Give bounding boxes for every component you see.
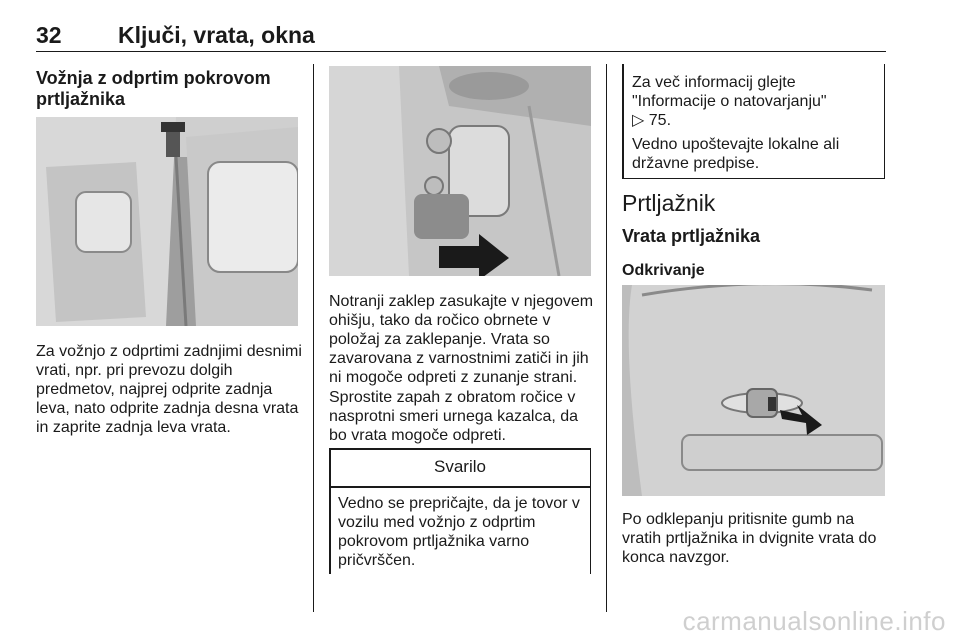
col3-text-line: konca navzgor. xyxy=(622,549,730,566)
warning-text-line: pričvrščen. xyxy=(338,552,416,569)
section-heading-line-1: Vožnja z odprtim pokrovom xyxy=(36,68,271,88)
section-title: Prtljažnik xyxy=(622,190,716,216)
van-rear-doors-open-interior-icon xyxy=(36,117,298,326)
col3-paragraph xyxy=(622,510,892,567)
warning-text xyxy=(338,494,588,570)
column-divider-2 xyxy=(606,64,607,612)
warning-text-line: Vedno se prepričajte, da je tovor v xyxy=(338,495,580,512)
warning-title: Svarilo xyxy=(434,457,486,476)
page-number: 32 xyxy=(36,22,62,48)
watermark: carmanualsonline.info xyxy=(682,606,946,636)
col2-paragraph-2 xyxy=(329,388,599,445)
col2-text-line: nasprotni smeri urnega kazalca, da xyxy=(329,408,579,425)
col3-text-line: Po odklepanju pritisnite gumb na xyxy=(622,511,855,528)
col2-text-line: ni mogoče odpreti z zunanje strani. xyxy=(329,369,578,386)
page-reference-arrow-icon: ▷ xyxy=(632,112,645,129)
info-box xyxy=(622,64,885,179)
subsubsection-title: Odkrivanje xyxy=(622,262,705,279)
inner-latch-figure xyxy=(329,66,591,276)
warning-text-line: pokrovom prtljažnika varno xyxy=(338,533,530,550)
tailgate-handle-icon xyxy=(622,285,885,496)
column-divider-1 xyxy=(313,64,314,612)
info-line: Za več informacij glejte xyxy=(632,74,796,91)
inner-latch-lever-icon xyxy=(329,66,591,276)
col2-text-line: ohišju, tako da ročico obrnete v xyxy=(329,312,551,329)
subsection-title: Vrata prtljažnika xyxy=(622,226,761,246)
header-rule xyxy=(36,51,886,52)
col2-text-line: Sprostite zapah z obratom ročice v xyxy=(329,389,576,406)
col2-text-line: položaj za zaklepanje. Vrata so xyxy=(329,331,550,348)
tailgate-figure xyxy=(622,285,885,496)
col1-paragraph xyxy=(36,342,304,437)
col1-text-line: in zaprite zadnja leva vrata. xyxy=(36,419,231,436)
col1-text-line: vrati, npr. pri prevozu dolgih xyxy=(36,362,233,379)
info-reference[interactable] xyxy=(632,111,880,130)
warning-box xyxy=(329,448,591,574)
van-rear-doors-figure xyxy=(36,117,298,326)
col2-text-line: Notranji zaklep zasukajte v njegovem xyxy=(329,293,594,310)
info-line: "Informacije o natovarjanju" xyxy=(632,93,827,110)
info-line: Vedno upoštevajte lokalne ali xyxy=(632,136,840,153)
col2-paragraph-1 xyxy=(329,292,599,387)
section-heading xyxy=(36,68,271,110)
section-heading-line-2: prtljažnika xyxy=(36,89,126,109)
chapter-title: Ključi, vrata, okna xyxy=(118,22,315,48)
col3-text-line: vratih prtljažnika in dvignite vrata do xyxy=(622,530,877,547)
col1-text-line: Za vožnjo z odprtimi zadnjimi desnimi xyxy=(36,343,302,360)
info-box-text xyxy=(632,73,880,173)
col1-text-line: predmetov, najprej odprite zadnja xyxy=(36,381,273,398)
col2-text-line: zavarovana z varnostnimi zatiči in jih xyxy=(329,350,589,367)
info-reference-page: 75. xyxy=(648,112,672,129)
col1-text-line: leva, nato odprite zadnja desna vrata xyxy=(36,400,299,417)
col2-text-line: bo vrata mogoče odpreti. xyxy=(329,427,506,444)
info-line: državne predpise. xyxy=(632,155,760,172)
warning-text-line: vozilu med vožnjo z odprtim xyxy=(338,514,536,531)
warning-title-rule xyxy=(329,486,591,488)
